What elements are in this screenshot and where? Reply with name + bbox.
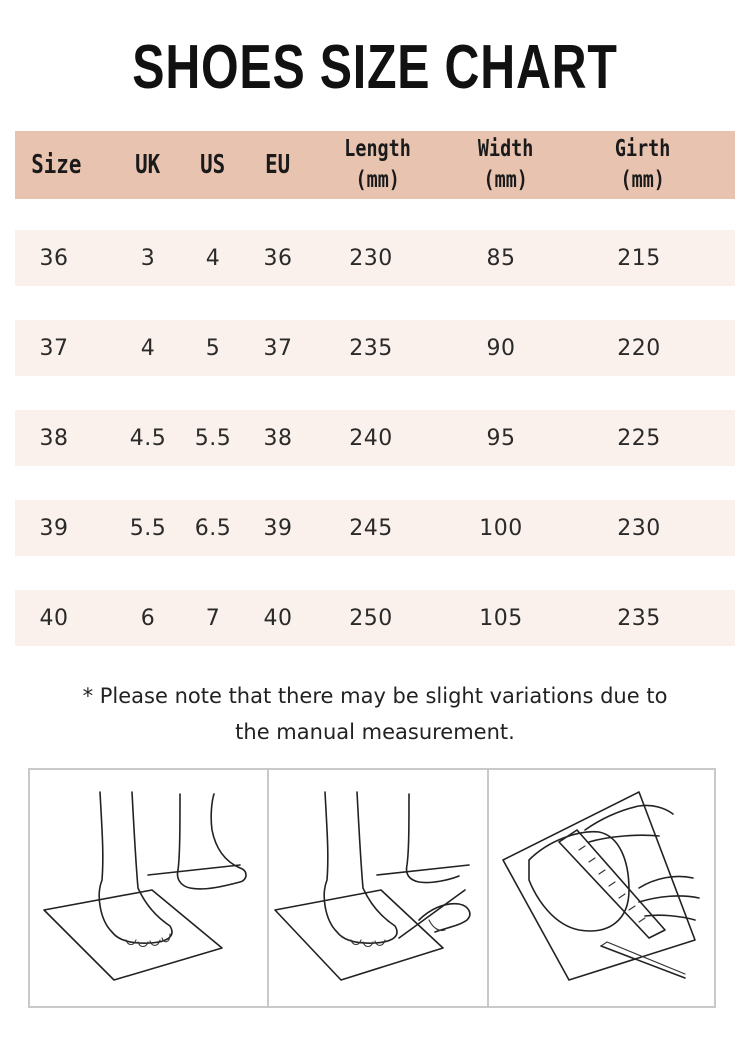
cell-eu: 37 [263, 335, 293, 361]
header-eu: EU [265, 150, 291, 180]
table-header [15, 131, 735, 199]
cell-eu: 36 [263, 245, 293, 271]
cell-size: 40 [39, 605, 69, 631]
table-row [15, 590, 735, 646]
table-row [15, 230, 735, 286]
cell-size: 38 [39, 425, 69, 451]
cell-length: 240 [349, 425, 393, 451]
cell-girth: 220 [617, 335, 661, 361]
cell-width: 105 [479, 605, 523, 631]
cell-length: 230 [349, 245, 393, 271]
cell-width: 100 [479, 515, 523, 541]
cell-eu: 39 [263, 515, 293, 541]
cell-length: 250 [349, 605, 393, 631]
cell-girth: 225 [617, 425, 661, 451]
note-line-2: the manual measurement. [235, 720, 515, 744]
measurement-illustrations [28, 768, 716, 1008]
header-length: Length (mm) [344, 136, 411, 193]
trace-foot-with-pencil-icon [269, 770, 487, 1006]
cell-uk: 6 [140, 605, 156, 631]
cell-us: 6.5 [194, 515, 232, 541]
cell-uk: 5.5 [129, 515, 167, 541]
cell-length: 245 [349, 515, 393, 541]
measure-outline-with-ruler-icon [489, 770, 716, 1006]
cell-size: 37 [39, 335, 69, 361]
cell-us: 7 [205, 605, 221, 631]
cell-us: 5.5 [194, 425, 232, 451]
cell-uk: 3 [140, 245, 156, 271]
cell-girth: 235 [617, 605, 661, 631]
cell-girth: 215 [617, 245, 661, 271]
cell-length: 235 [349, 335, 393, 361]
cell-us: 5 [205, 335, 221, 361]
cell-eu: 38 [263, 425, 293, 451]
cell-girth: 230 [617, 515, 661, 541]
header-uk: UK [135, 150, 161, 180]
header-size: Size [30, 150, 82, 180]
cell-uk: 4.5 [129, 425, 167, 451]
cell-uk: 4 [140, 335, 156, 361]
note-line-1: * Please note that there may be slight variations due to [82, 684, 668, 708]
header-girth: Girth (mm) [614, 136, 671, 193]
cell-width: 85 [486, 245, 516, 271]
table-row [15, 320, 735, 376]
cell-size: 36 [39, 245, 69, 271]
measurement-note [30, 678, 720, 750]
table-row [15, 500, 735, 556]
header-width: Width (mm) [477, 136, 534, 193]
cell-size: 39 [39, 515, 69, 541]
cell-width: 90 [486, 335, 516, 361]
foot-on-paper-icon [30, 770, 267, 1006]
table-row [15, 410, 735, 466]
header-us: US [200, 150, 226, 180]
cell-eu: 40 [263, 605, 293, 631]
cell-width: 95 [486, 425, 516, 451]
cell-us: 4 [205, 245, 221, 271]
page-title: SHOES SIZE CHART [132, 33, 618, 102]
